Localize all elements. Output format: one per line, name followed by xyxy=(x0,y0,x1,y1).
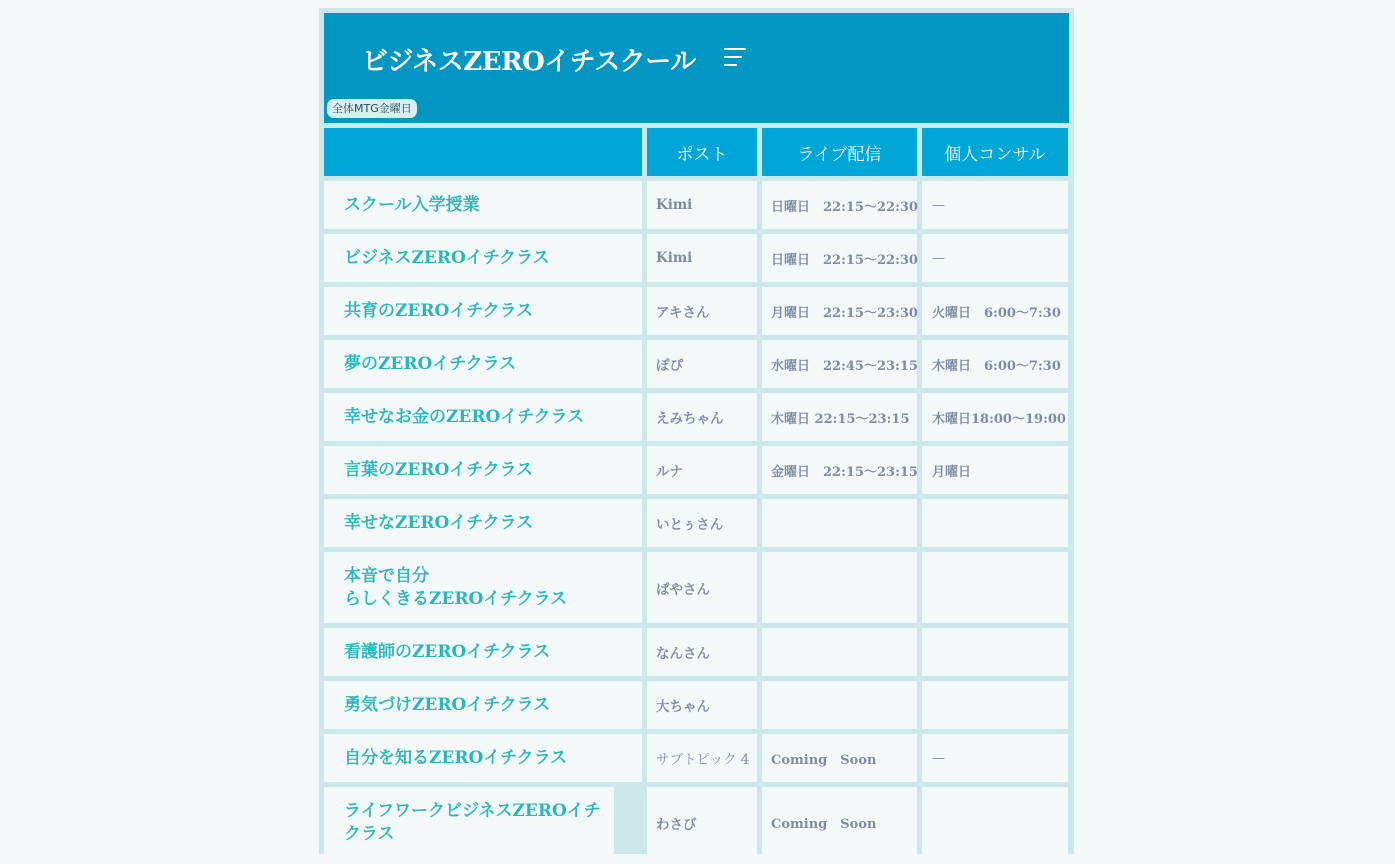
consult-cell: 月曜日 xyxy=(922,446,1068,494)
column-header-consult: 個人コンサル xyxy=(922,128,1068,176)
post-cell: いとぅさん xyxy=(647,499,757,547)
post-cell: えみちゃん xyxy=(647,393,757,441)
column-header-post: ポスト xyxy=(647,128,757,176)
schedule-table xyxy=(324,128,1068,858)
class-name-link[interactable]: ライフワークビジネスZEROイチクラス xyxy=(324,787,614,858)
consult-cell: 火曜日 6:00～7:30 xyxy=(922,287,1068,335)
consult-cell: 木曜日18:00～19:00 xyxy=(922,393,1068,441)
live-cell: 水曜日 22:45～23:15 xyxy=(762,340,917,388)
live-cell xyxy=(762,499,917,547)
class-name-link[interactable]: 看護師のZEROイチクラス xyxy=(324,628,642,676)
class-name-link[interactable]: スクール入学授業 xyxy=(324,181,642,229)
live-cell: 木曜日 22:15～23:15 xyxy=(762,393,917,441)
consult-cell xyxy=(922,499,1068,547)
schedule-panel xyxy=(319,8,1074,854)
class-name-link[interactable]: 幸せなお金のZEROイチクラス xyxy=(324,393,642,441)
post-cell: ルナ xyxy=(647,446,757,494)
post-cell: Kimi xyxy=(647,181,757,229)
consult-cell: — xyxy=(922,181,1068,229)
post-cell: サブトピック 4 xyxy=(647,734,757,782)
consult-cell xyxy=(922,681,1068,729)
live-cell: 月曜日 22:15～23:30 xyxy=(762,287,917,335)
mtg-badge: 全体MTG金曜日 xyxy=(327,99,417,118)
post-cell: ぱやさん xyxy=(647,552,757,623)
class-name-link[interactable]: 自分を知るZEROイチクラス xyxy=(324,734,642,782)
consult-cell xyxy=(922,628,1068,676)
live-cell: Coming Soon xyxy=(762,734,917,782)
hamburger-menu-icon[interactable] xyxy=(724,48,748,66)
live-cell xyxy=(762,552,917,623)
consult-cell xyxy=(922,787,1068,858)
post-cell: 大ちゃん xyxy=(647,681,757,729)
live-cell xyxy=(762,628,917,676)
page-title: ビジネスZEROイチスクール xyxy=(362,47,696,77)
live-cell: 日曜日 22:15～22:30 xyxy=(762,181,917,229)
live-cell xyxy=(762,681,917,729)
class-name-link[interactable]: 言葉のZEROイチクラス xyxy=(324,446,642,494)
live-cell: Coming Soon xyxy=(762,787,917,858)
post-cell: なんさん xyxy=(647,628,757,676)
class-name-link[interactable]: ビジネスZEROイチクラス xyxy=(324,234,642,282)
consult-cell: — xyxy=(922,234,1068,282)
class-name-link[interactable]: 幸せなZEROイチクラス xyxy=(324,499,642,547)
live-cell: 日曜日 22:15～22:30 xyxy=(762,234,917,282)
header xyxy=(324,13,1069,123)
class-name-link[interactable]: 勇気づけZEROイチクラス xyxy=(324,681,642,729)
live-cell: 金曜日 22:15～23:15 xyxy=(762,446,917,494)
consult-cell: — xyxy=(922,734,1068,782)
class-name-link[interactable]: 本音で自分 らしくきるZEROイチクラス xyxy=(324,552,642,623)
post-cell: アキさん xyxy=(647,287,757,335)
column-header-live: ライブ配信 xyxy=(762,128,917,176)
post-cell: Kimi xyxy=(647,234,757,282)
column-header-name xyxy=(324,128,642,176)
class-name-link[interactable]: 夢のZEROイチクラス xyxy=(324,340,642,388)
class-name-link[interactable]: 共育のZEROイチクラス xyxy=(324,287,642,335)
consult-cell: 木曜日 6:00～7:30 xyxy=(922,340,1068,388)
post-cell: わさび xyxy=(647,787,757,858)
consult-cell xyxy=(922,552,1068,623)
post-cell: ぽぴ xyxy=(647,340,757,388)
